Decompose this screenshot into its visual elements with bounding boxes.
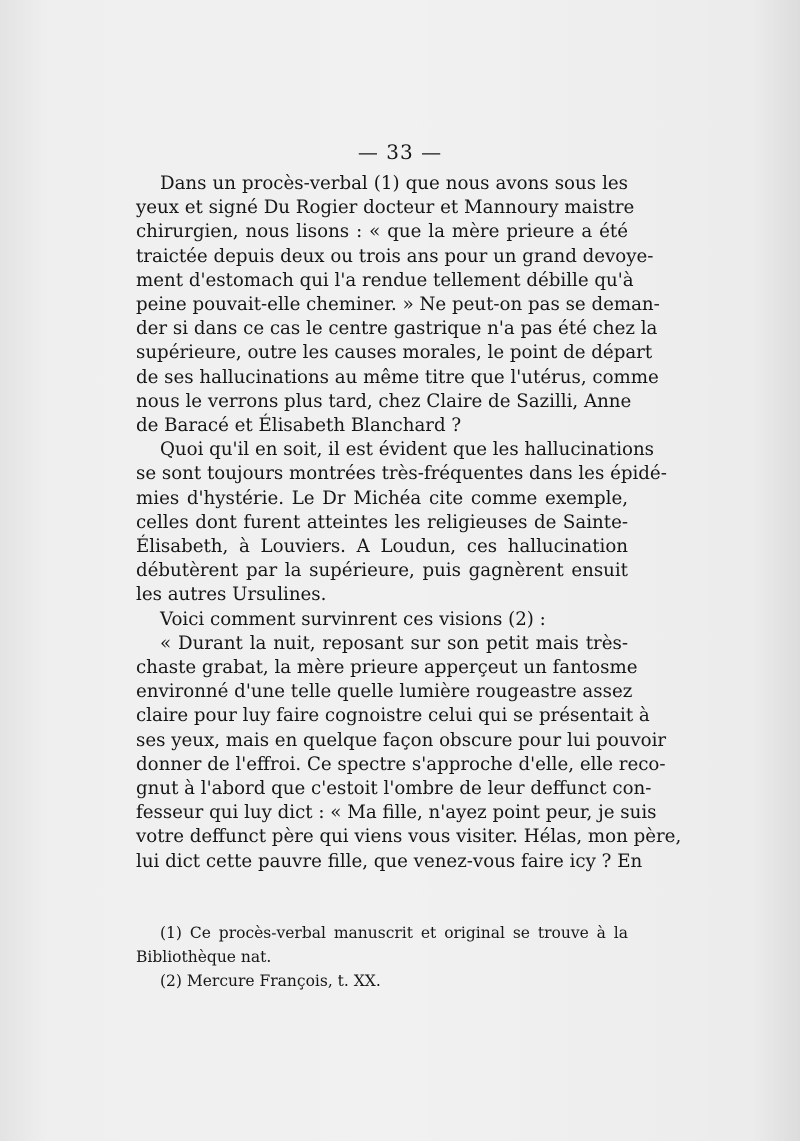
text-line: ment d'estomach qui l'a rendue tellement débille qu'à	[136, 269, 634, 291]
text-line: environné d'une telle quelle lumière rougeastre assez	[136, 681, 633, 703]
paragraph-2	[136, 438, 667, 607]
text-line: « Durant la nuit, reposant sur son petit mais très-	[160, 632, 628, 654]
text-line: fesseur qui luy dict : « Ma fille, n'ayez point peur, je suis	[136, 802, 657, 824]
text-line: votre deffunct père qui viens vous visiter. Hélas, mon père,	[136, 826, 682, 848]
text-line: lui dict cette pauvre fille, que venez-vous faire icy ? En	[136, 850, 643, 872]
footnote-line: (2) Mercure François, t. XX.	[160, 972, 381, 990]
text-line: chaste grabat, la mère prieure apperçeut un fantosme	[136, 657, 638, 679]
page-number: — 33 —	[357, 140, 443, 164]
footnote-line: (1) Ce procès-verbal manuscrit et original se trouve à la	[160, 924, 628, 942]
text-line: débutèrent par la supérieure, puis gagnèrent ensuit	[136, 560, 628, 582]
text-line: Quoi qu'il en soit, il est évident que les hallucinations	[160, 439, 655, 461]
text-line: Élisabeth, à Louviers. A Loudun, ces hallucination	[136, 536, 628, 558]
text-line: yeux et signé Du Rogier docteur et Mannoury maistre	[136, 197, 635, 219]
footnotes	[136, 921, 628, 993]
text-line: Voici comment survinrent ces visions (2) :	[160, 608, 546, 630]
text-line: de Baracé et Élisabeth Blanchard ?	[136, 415, 462, 437]
paragraph-1	[136, 172, 660, 438]
text-line: claire pour luy faire cognoistre celui qui se présentait à	[136, 705, 650, 727]
text-line: les autres Ursulines.	[136, 584, 327, 606]
text-line: traictée depuis deux ou trois ans pour un grand devoye-	[136, 245, 654, 267]
text-line: donner de l'effroi. Ce spectre s'approche d'elle, elle reco-	[136, 753, 666, 775]
text-line: ses yeux, mais en quelque façon obscure pour lui pouvoir	[136, 729, 667, 751]
text-line: de ses hallucinations au même titre que l'utérus, comme	[136, 366, 659, 388]
text-line: supérieure, outre les causes morales, le point de départ	[136, 342, 653, 364]
text-line: mies d'hystérie. Le Dr Michéa cite comme exemple,	[136, 487, 628, 509]
body-text	[136, 172, 682, 874]
text-line: se sont toujours montrées très-fréquentes dans les épidé-	[136, 463, 667, 485]
text-line: chirurgien, nous lisons : « que la mère prieure a été	[136, 221, 628, 243]
text-line: nous le verrons plus tard, chez Claire de Sazilli, Anne	[136, 390, 632, 412]
text-line: der si dans ce cas le centre gastrique n'a pas été chez la	[136, 318, 658, 340]
paragraph-4	[136, 632, 682, 874]
text-line: peine pouvait-elle cheminer. » Ne peut-on pas se deman-	[136, 294, 660, 316]
footnote-line: Bibliothèque nat.	[136, 948, 272, 966]
text-line: celles dont furent atteintes les religieuses de Sainte-	[136, 511, 628, 533]
text-line: Dans un procès-verbal (1) que nous avons sous les	[160, 173, 628, 194]
text-line: gnut à l'abord que c'estoit l'ombre de leur deffunct con-	[136, 778, 652, 800]
paragraph-3	[136, 608, 628, 632]
